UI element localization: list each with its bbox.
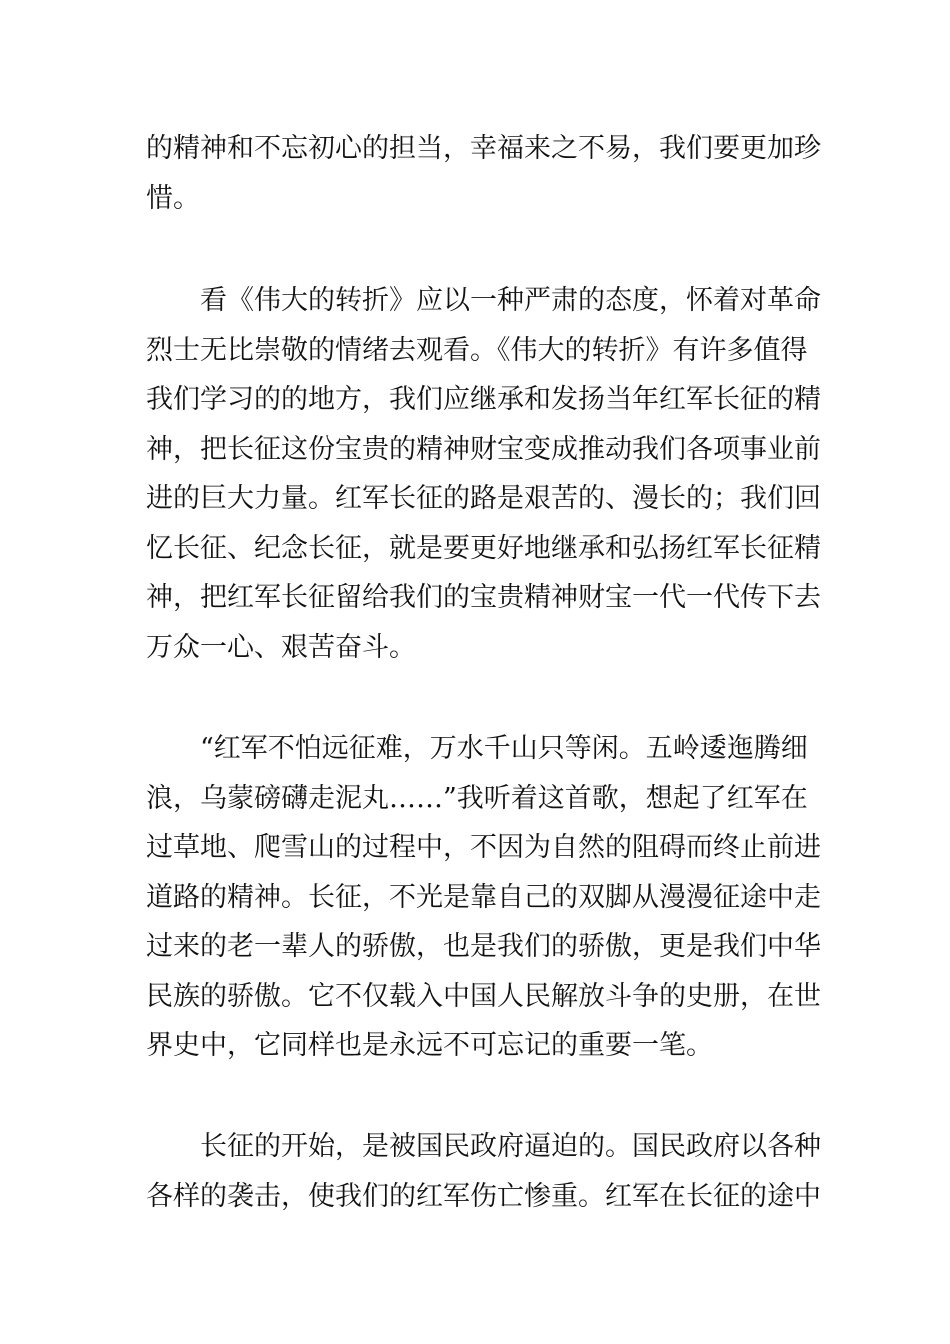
text-line: 长征的开始，是被国民政府逼迫的。国民政府以各种 — [200, 1131, 821, 1162]
text-line: 烈士无比崇敬的情绪去观看。《伟大的转折》有许多值得 — [146, 334, 808, 366]
paragraph-continuation — [146, 124, 821, 223]
paragraph-poem — [146, 724, 821, 1071]
text-line: 神，把长征这份宝贵的精神财宝变成推动我们各项事业前 — [146, 433, 821, 465]
text-line: 浪，乌蒙磅礴走泥丸……”我听着这首歌，想起了红军在 — [146, 782, 808, 814]
text-line: 民族的骄傲。它不仅载入中国人民解放斗争的史册，在世 — [146, 980, 821, 1012]
text-line: 界史中，它同样也是永远不可忘记的重要一笔。 — [146, 1030, 713, 1061]
text-line: 各样的袭击，使我们的红军伤亡惨重。红军在长征的途中 — [146, 1180, 821, 1212]
text-line: 的精神和不忘初心的担当，幸福来之不易，我们要更加珍 — [146, 133, 821, 164]
text-line: 神，把红军长征留给我们的宝贵精神财宝一代一代传下去 — [146, 582, 821, 613]
paragraph-long-march-start — [146, 1122, 821, 1221]
text-line: 万众一心、艰苦奋斗。 — [146, 631, 416, 663]
text-line: 过来的老一辈人的骄傲，也是我们的骄傲，更是我们中华 — [146, 931, 821, 962]
text-line: 进的巨大力量。红军长征的路是艰苦的、漫长的；我们回 — [146, 483, 821, 514]
text-line: 我们学习的的地方，我们应继承和发扬当年红军长征的精 — [146, 384, 821, 415]
paragraph-film-review — [146, 276, 821, 672]
text-line: 忆长征、纪念长征，就是要更好地继承和弘扬红军长征精 — [146, 532, 821, 564]
text-line: 道路的精神。长征，不光是靠自己的双脚从漫漫征途中走 — [146, 881, 821, 913]
text-line: 惜。 — [146, 182, 200, 214]
text-line: 过草地、爬雪山的过程中，不因为自然的阻碍而终止前进 — [146, 832, 821, 863]
text-line: “红军不怕远征难，万水千山只等闲。五岭逶迤腾细 — [200, 733, 808, 764]
text-line: 看《伟大的转折》应以一种严肃的态度，怀着对革命 — [200, 285, 821, 316]
